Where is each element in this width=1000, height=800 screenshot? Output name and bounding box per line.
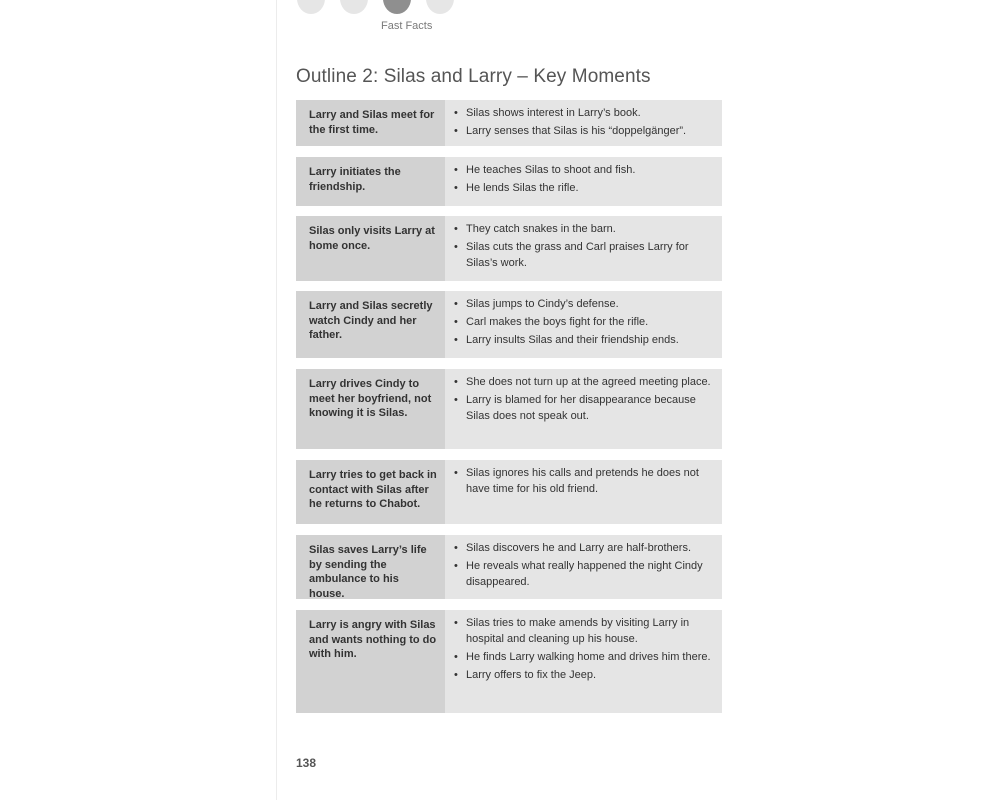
details-cell xyxy=(445,535,722,599)
outline-row xyxy=(296,216,722,281)
event-cell: Larry initiates the friendship. xyxy=(296,157,445,206)
outline-row xyxy=(296,460,722,524)
outline-title: Outline 2: Silas and Larry – Key Moments xyxy=(296,66,651,87)
section-tab-fast-facts-active[interactable] xyxy=(383,0,411,14)
event-cell: Larry is angry with Silas and wants nothing to do with him. xyxy=(296,610,445,713)
detail-item: • Silas discovers he and Larry are half-brothers. xyxy=(454,541,712,557)
detail-item: • Larry senses that Silas is his “doppelgänger”. xyxy=(454,124,712,140)
outline-row xyxy=(296,100,722,146)
detail-item: • He teaches Silas to shoot and fish. xyxy=(454,163,712,179)
page-number: 138 xyxy=(296,756,317,770)
event-cell: Silas saves Larry’s life by sending the ambulance to his house. xyxy=(296,535,445,599)
section-tab-2[interactable] xyxy=(340,0,368,14)
detail-item: • Larry offers to fix the Jeep. xyxy=(454,668,712,684)
section-tab-label: Fast Facts xyxy=(381,20,433,32)
event-cell: Silas only visits Larry at home once. xyxy=(296,216,445,281)
section-tab-1[interactable] xyxy=(297,0,325,14)
event-cell: Larry tries to get back in contact with Silas after he returns to Chabot. xyxy=(296,460,445,524)
detail-item: • Silas jumps to Cindy’s defense. xyxy=(454,297,712,313)
event-cell: Larry drives Cindy to meet her boyfriend, not knowing it is Silas. xyxy=(296,369,445,449)
outline-row xyxy=(296,535,722,599)
event-cell: Larry and Silas secretly watch Cindy and her father. xyxy=(296,291,445,358)
detail-item: • Carl makes the boys fight for the rifle. xyxy=(454,315,712,331)
details-cell xyxy=(445,369,722,449)
section-nav xyxy=(297,0,467,17)
event-cell: Larry and Silas meet for the first time. xyxy=(296,100,445,146)
details-cell xyxy=(445,460,722,524)
detail-item: • They catch snakes in the barn. xyxy=(454,222,712,238)
detail-item: • He reveals what really happened the night Cindy disappeared. xyxy=(454,559,712,590)
details-cell xyxy=(445,216,722,281)
detail-item: • Larry insults Silas and their friendship ends. xyxy=(454,333,712,349)
outline-row xyxy=(296,157,722,206)
detail-item: • He lends Silas the rifle. xyxy=(454,181,712,197)
outline-row xyxy=(296,369,722,449)
book-page xyxy=(276,0,721,800)
outline-row xyxy=(296,610,722,713)
details-cell xyxy=(445,291,722,358)
detail-item: • Silas ignores his calls and pretends he does not have time for his old friend. xyxy=(454,466,712,497)
details-cell xyxy=(445,157,722,206)
section-tab-4[interactable] xyxy=(426,0,454,14)
detail-item: • Larry is blamed for her disappearance because Silas does not speak out. xyxy=(454,393,712,424)
details-cell xyxy=(445,100,722,146)
detail-item: • Silas cuts the grass and Carl praises Larry for Silas’s work. xyxy=(454,240,712,271)
detail-item: • Silas shows interest in Larry’s book. xyxy=(454,106,712,122)
detail-item: • He finds Larry walking home and drives him there. xyxy=(454,650,712,666)
outline-row xyxy=(296,291,722,358)
details-cell xyxy=(445,610,722,713)
detail-item: • Silas tries to make amends by visiting Larry in hospital and cleaning up his house. xyxy=(454,616,712,647)
detail-item: • She does not turn up at the agreed meeting place. xyxy=(454,375,712,391)
